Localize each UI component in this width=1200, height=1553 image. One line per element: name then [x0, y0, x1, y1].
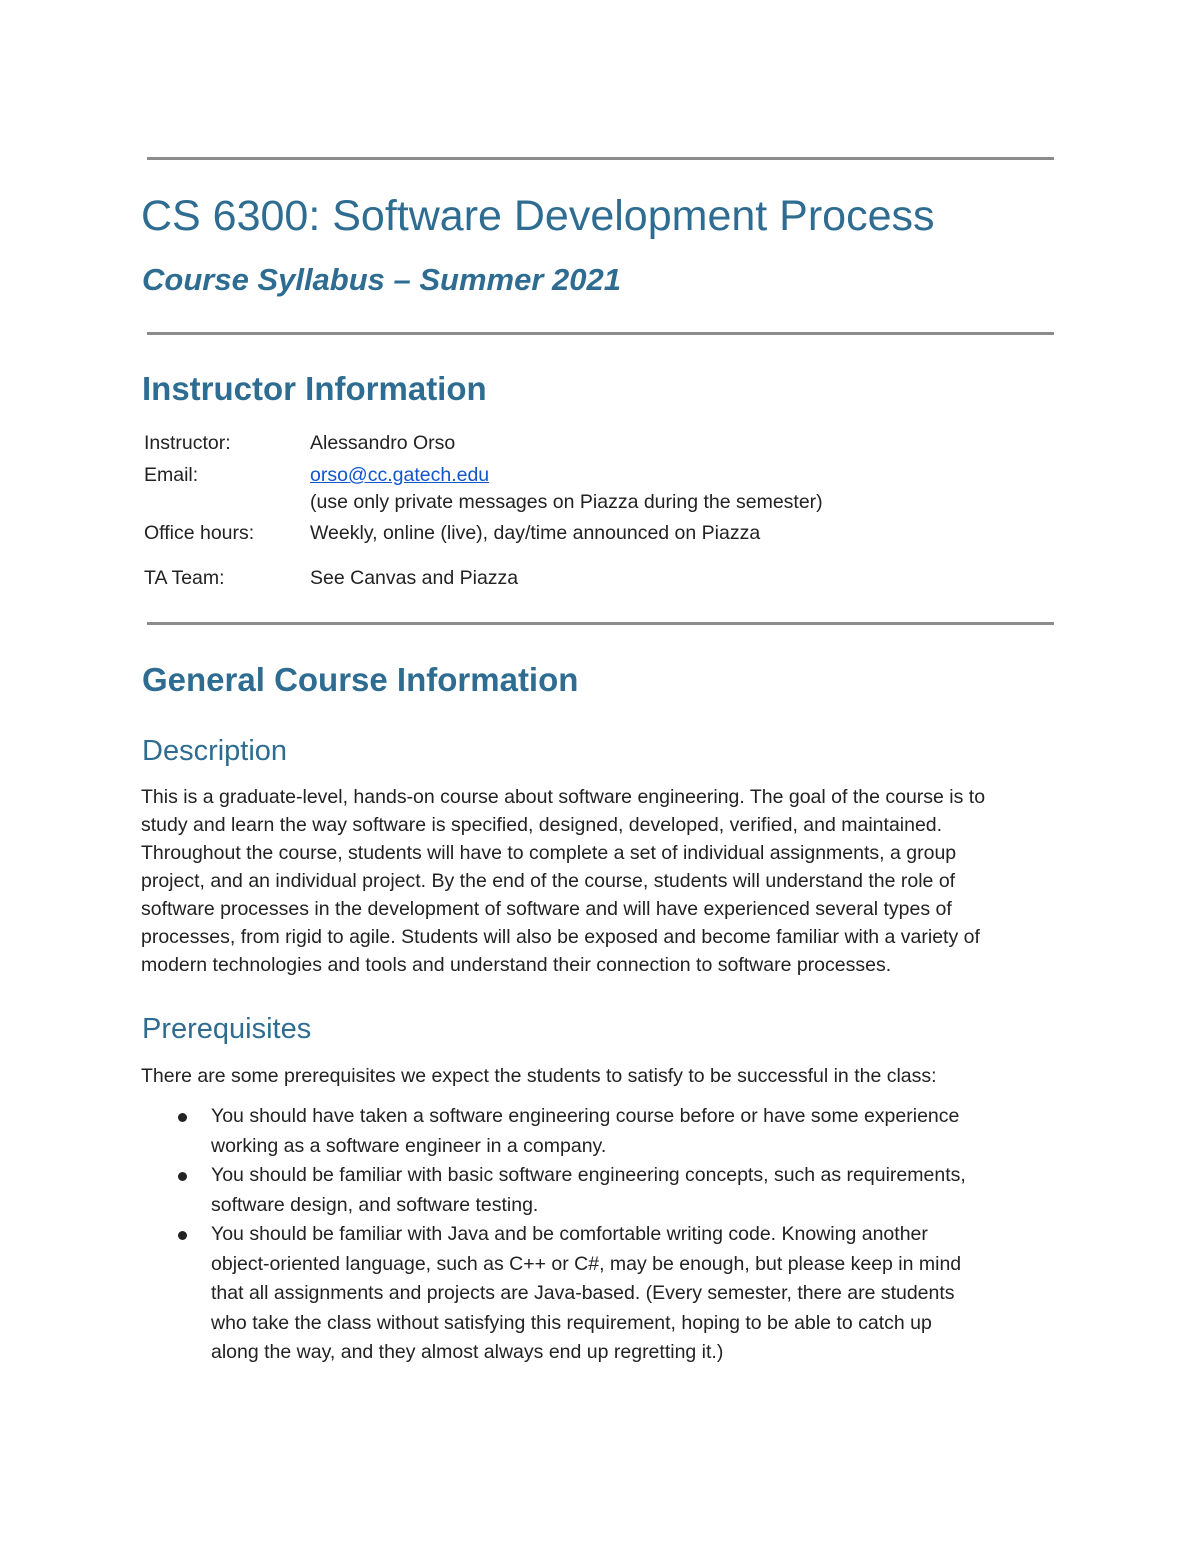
list-item-line: object-oriented language, such as C++ or C#, may be enough, but please keep in mind [211, 1252, 962, 1275]
ta-team-value: See Canvas and Piazza [310, 567, 519, 589]
ta-team-label: TA Team: [144, 567, 225, 589]
list-item [141, 1102, 1053, 1161]
description-line: processes, from rigid to agile. Students will also be exposed and become familiar with a variety of [141, 926, 980, 948]
instructor-value: Alessandro Orso [310, 432, 456, 454]
email-link[interactable]: orso@cc.gatech.edu [310, 464, 490, 486]
title-divider [147, 332, 1054, 335]
list-item-line: You should have taken a software engineering course before or have some experience [211, 1105, 960, 1127]
list-item [141, 1220, 1053, 1368]
bullet-icon [178, 1113, 187, 1122]
description-line: Throughout the course, students will have to complete a set of individual assignments, a group [141, 842, 957, 864]
page-title: CS 6300: Software Development Process [141, 192, 935, 240]
prerequisites-intro: There are some prerequisites we expect the students to satisfy to be successful in the class: [141, 1065, 937, 1087]
email-label: Email: [144, 464, 199, 486]
instructor-info-heading: Instructor Information [142, 370, 487, 407]
bullet-icon [178, 1231, 187, 1240]
description-line: study and learn the way software is specified, designed, developed, verified, and maintained. [141, 814, 943, 836]
general-info-heading: General Course Information [142, 661, 579, 698]
description-line: software processes in the development of software and will have experienced several types of [141, 898, 952, 920]
list-item-line: software design, and software testing. [211, 1193, 539, 1216]
list-item-line: You should be familiar with basic software engineering concepts, such as requirements, [211, 1164, 966, 1186]
description-line: project, and an individual project. By the end of the course, students will understand the role of [141, 870, 956, 892]
list-item-line: You should be familiar with Java and be comfortable writing code. Knowing another [211, 1223, 928, 1245]
description-heading: Description [142, 735, 288, 767]
list-item-line: that all assignments and projects are Java-based. (Every semester, there are students [211, 1282, 955, 1304]
instructor-label: Instructor: [144, 432, 231, 454]
list-item-line: along the way, and they almost always end up regretting it.) [211, 1341, 724, 1363]
email-note: (use only private messages on Piazza during the semester) [310, 491, 823, 513]
bullet-icon [178, 1172, 187, 1181]
list-item-line: working as a software engineer in a company. [211, 1134, 607, 1157]
list-item-line: who take the class without satisfying this requirement, hoping to be able to catch up [211, 1311, 932, 1334]
section-divider [147, 622, 1054, 625]
prerequisites-heading: Prerequisites [142, 1013, 312, 1045]
office-hours-value: Weekly, online (live), day/time announced on Piazza [310, 522, 761, 544]
prerequisites-list [141, 1102, 1053, 1368]
list-item [141, 1161, 1053, 1220]
top-divider [147, 157, 1054, 160]
office-hours-label: Office hours: [144, 522, 255, 544]
description-paragraph [141, 783, 1053, 979]
description-line: modern technologies and tools and understand their connection to software processes. [141, 954, 892, 976]
description-line: This is a graduate-level, hands-on course about software engineering. The goal of the course is to [141, 786, 986, 808]
page-subtitle: Course Syllabus – Summer 2021 [142, 262, 622, 297]
